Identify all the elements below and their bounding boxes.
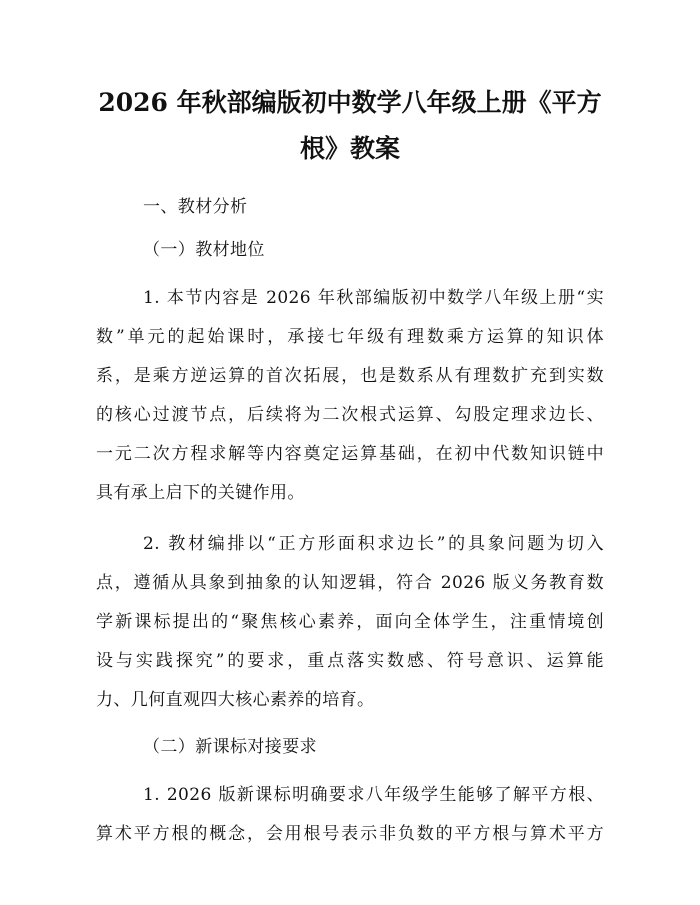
paragraph-2-line: 学新课标提出的“聚焦核心素养，面向全体学生，注重情境创 <box>96 612 604 632</box>
document-title-line-2: 根》教案 <box>299 134 400 163</box>
paragraph-1-line: 的核心过渡节点，后续将为二次根式运算、勾股定理求边长、 <box>96 405 604 425</box>
document-title-line-1: 2026 年秋部编版初中数学八年级上册《平方 <box>98 88 602 117</box>
section-heading-textbook-analysis: 一、教材分析 <box>143 197 248 217</box>
paragraph-2-line: 2. 教材编排以“正方形面积求边长”的具象问题为切入 <box>143 534 604 554</box>
paragraph-3-line: 1. 2026 版新课标明确要求八年级学生能够了解平方根、 <box>143 785 604 805</box>
subsection-heading-textbook-status: （一）教材地位 <box>143 240 265 260</box>
paragraph-1-line: 一元二次方程求解等内容奠定运算基础，在初中代数知识链中 <box>96 444 604 464</box>
paragraph-1-line: 系，是乘方逆运算的首次拓展，也是数系从有理数扩充到实数 <box>96 366 604 386</box>
paragraph-2-line: 力、几何直观四大核心素养的培育。 <box>96 690 375 710</box>
subsection-heading-curriculum-requirements: （二）新课标对接要求 <box>143 737 317 757</box>
paragraph-2-line: 设与实践探究”的要求，重点落实数感、符号意识、运算能 <box>96 651 604 671</box>
paragraph-1-line: 1. 本节内容是 2026 年秋部编版初中数学八年级上册“实 <box>143 288 604 308</box>
paragraph-3-line: 算术平方根的概念，会用根号表示非负数的平方根与算术平方 <box>96 824 604 844</box>
paragraph-2-line: 点，遵循从具象到抽象的认知逻辑，符合 2026 版义务教育数 <box>96 573 604 593</box>
paragraph-1-line: 具有承上启下的关键作用。 <box>96 483 305 503</box>
paragraph-1-line: 数”单元的起始课时，承接七年级有理数乘方运算的知识体 <box>96 327 604 347</box>
